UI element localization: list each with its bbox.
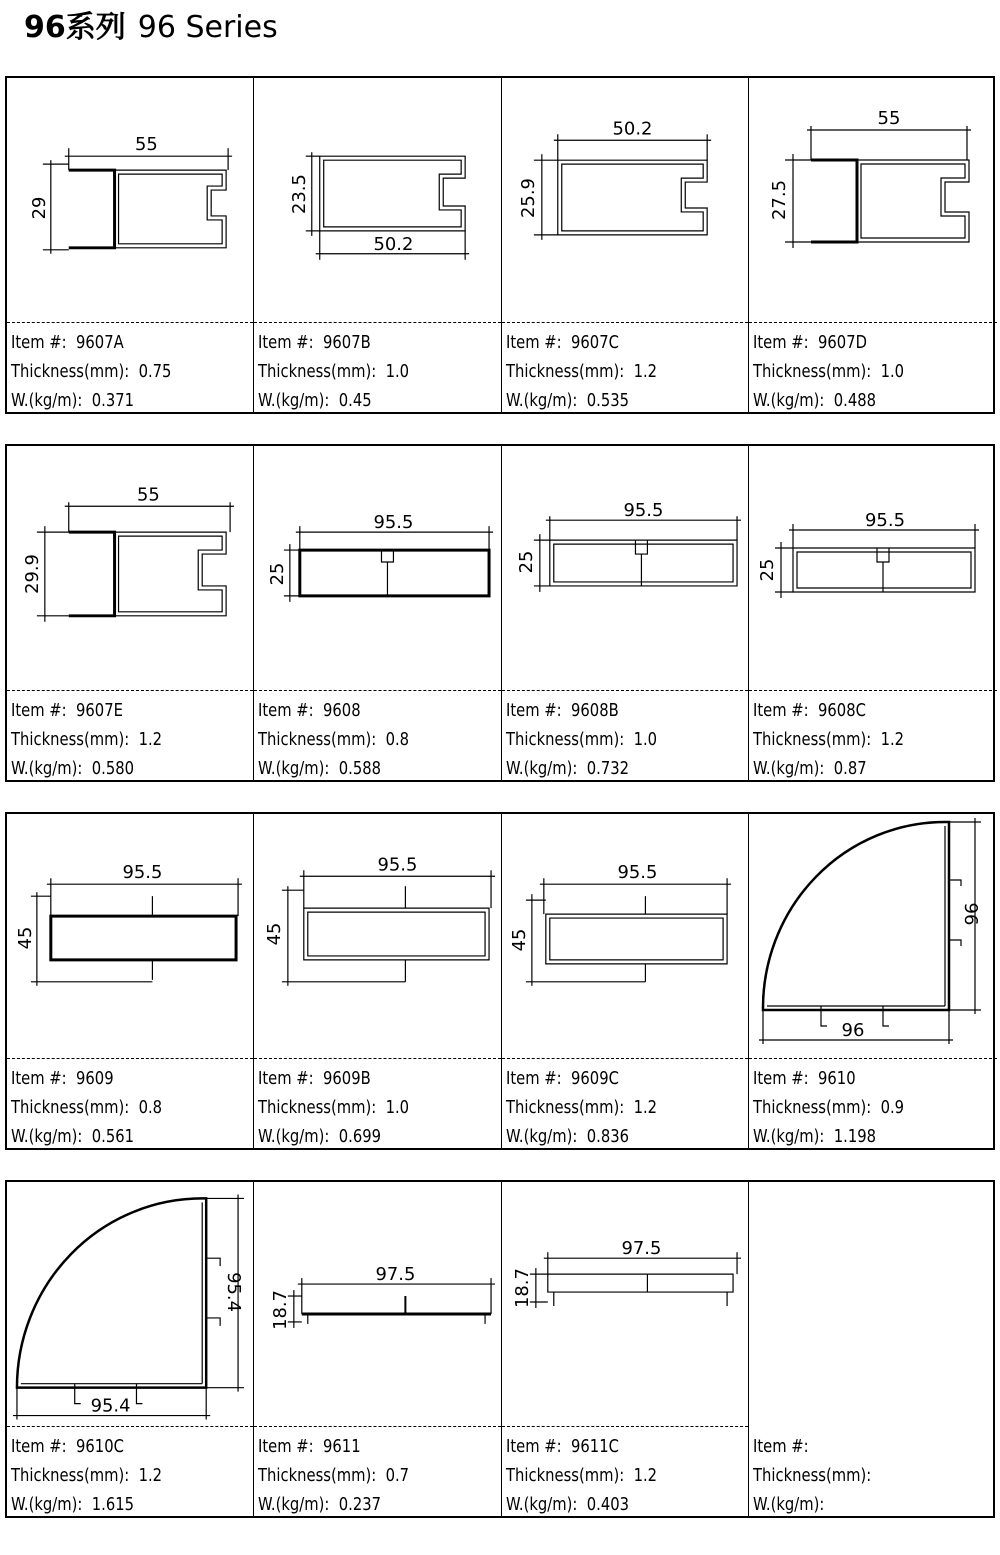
thickness-value: 1.2 [633,361,658,382]
profile-row-1 [5,76,995,414]
dim-width: 95.4 [90,1395,131,1417]
profile-drawing-9607E [7,446,253,691]
profile-info [753,328,904,412]
dim-height: 23.5 [288,174,310,214]
profile-card [502,814,749,1148]
dim-width: 95.5 [617,862,658,884]
thickness-value: 1.2 [138,729,163,750]
profile-drawing-9611C [502,1182,748,1427]
weight-value: 1.615 [91,1494,134,1515]
profile-card [502,78,749,412]
profile-info [506,1432,657,1516]
profile-row-3 [5,812,995,1150]
title-en: 96 Series [137,10,278,45]
profile-drawing-9611 [254,1182,501,1427]
thickness-label: Thickness(mm): [258,1097,377,1118]
thickness-label: Thickness(mm): [11,1465,130,1486]
dim-height: 95.4 [223,1272,245,1312]
thickness-value: 1.0 [880,361,905,382]
item-number: 9608C [818,700,866,721]
divider [7,1426,253,1427]
weight-value: 0.371 [91,390,134,411]
profile-drawing-9610C [7,1182,253,1427]
profile-info [753,1064,904,1148]
thickness-value: 1.2 [138,1465,163,1486]
profile-row-4 [5,1180,995,1518]
weight-value: 0.488 [833,390,876,411]
profile-drawing-9608B [502,446,748,691]
profile-card [254,446,502,780]
divider [502,322,748,323]
profile-card [502,1182,749,1516]
dim-height: 18.7 [511,1268,533,1309]
weight-value: 0.588 [338,758,381,779]
weight-label: W.(kg/m): [506,390,578,411]
weight-value: 0.87 [833,758,867,779]
divider [254,322,501,323]
item-number: 9607B [323,332,371,353]
item-number: 9610 [818,1068,856,1089]
profile-info [506,328,657,412]
weight-value: 0.580 [91,758,134,779]
profile-info [753,1432,876,1516]
profile-drawing-9609C [502,814,748,1059]
item-label: Item #: [506,332,562,353]
weight-label: W.(kg/m): [506,1126,578,1147]
weight-label: W.(kg/m): [753,758,825,779]
dim-height: 25 [757,558,778,582]
divider [254,690,501,691]
profile-info [11,1064,162,1148]
weight-value: 1.198 [833,1126,876,1147]
item-label: Item #: [753,1068,809,1089]
thickness-label: Thickness(mm): [11,729,130,750]
profile-drawing-9608 [254,446,501,691]
weight-value: 0.561 [91,1126,134,1147]
weight-value: 0.403 [586,1494,629,1515]
divider [749,322,997,323]
item-number: 9608 [323,700,361,721]
weight-label: W.(kg/m): [11,758,83,779]
profile-card [749,446,997,780]
profile-card [749,78,997,412]
item-label: Item #: [11,1436,67,1457]
dim-height: 27.5 [769,179,790,221]
weight-value: 0.237 [338,1494,381,1515]
weight-label: W.(kg/m): [11,1494,83,1515]
dim-width: 96 [841,1020,865,1041]
weight-value: 0.45 [338,390,372,411]
profile-info [753,696,904,780]
weight-value: 0.732 [586,758,629,779]
item-number: 9609C [571,1068,619,1089]
weight-label: W.(kg/m): [753,390,825,411]
divider [502,1058,748,1059]
dim-width: 55 [135,134,158,156]
dim-width: 97.5 [621,1238,662,1260]
profile-card [7,814,254,1148]
thickness-label: Thickness(mm): [11,1097,130,1118]
profile-info [258,1064,409,1148]
profile-drawing-9607A [7,78,253,323]
divider [749,690,997,691]
profile-info [506,696,657,780]
divider [502,690,748,691]
dim-width: 95.5 [122,862,163,884]
profile-drawing-9608C [749,446,997,691]
weight-label: W.(kg/m): [506,1494,578,1515]
thickness-value: 1.2 [633,1465,658,1486]
weight-label: W.(kg/m): [11,1126,83,1147]
dim-height: 25 [515,550,537,574]
thickness-label: Thickness(mm): [753,1097,872,1118]
dim-width: 50.2 [373,233,414,255]
item-number: 9608B [571,700,619,721]
weight-label: W.(kg/m): [11,390,83,411]
dim-height: 45 [508,928,530,952]
thickness-value: 1.2 [633,1097,658,1118]
weight-label: W.(kg/m): [258,1126,330,1147]
profile-card [254,78,502,412]
thickness-value: 1.0 [385,1097,410,1118]
item-number: 9611 [323,1436,361,1457]
item-number: 9607D [818,332,867,353]
weight-value: 0.535 [586,390,629,411]
thickness-label: Thickness(mm): [506,729,625,750]
page-title [24,2,278,46]
profile-card [254,1182,502,1516]
divider [7,690,253,691]
divider [254,1426,501,1427]
item-label: Item #: [11,332,67,353]
divider [502,1426,748,1427]
item-label: Item #: [506,1068,562,1089]
weight-value: 0.836 [586,1126,629,1147]
divider [254,1058,501,1059]
item-label: Item #: [506,1436,562,1457]
weight-label: W.(kg/m): [258,1494,330,1515]
dim-height: 45 [263,922,285,946]
dim-width: 95.5 [864,510,906,531]
thickness-label: Thickness(mm): [506,361,625,382]
thickness-label: Thickness(mm): [258,361,377,382]
item-label: Item #: [11,700,67,721]
dim-width: 95.5 [623,500,664,522]
profile-card [7,446,254,780]
profile-drawing-9610 [749,814,997,1059]
profile-drawing-9607D [749,78,997,323]
thickness-value: 1.2 [880,729,905,750]
thickness-value: 1.0 [633,729,658,750]
dim-height: 18.7 [269,1290,291,1330]
profile-card-empty [749,1182,997,1516]
dim-width: 55 [877,108,901,129]
profile-row-2 [5,444,995,782]
item-label: Item #: [258,1436,314,1457]
profile-card [7,1182,254,1516]
weight-label: W.(kg/m): [753,1126,825,1147]
item-number: 9611C [571,1436,619,1457]
divider [749,1058,997,1059]
weight-label: W.(kg/m): [258,390,330,411]
thickness-label: Thickness(mm): [753,1465,872,1486]
profile-drawing-9607B [254,78,501,323]
dim-width: 55 [137,484,160,506]
profile-card [254,814,502,1148]
profile-info [11,328,171,412]
thickness-value: 1.0 [385,361,410,382]
item-label: Item #: [753,1436,809,1457]
profile-info [11,696,162,780]
profile-card [7,78,254,412]
dim-height: 45 [14,926,36,950]
weight-label: W.(kg/m): [506,758,578,779]
item-number: 9609 [76,1068,114,1089]
thickness-value: 0.9 [880,1097,905,1118]
thickness-label: Thickness(mm): [753,361,872,382]
title-cn: 96系列 [24,10,126,45]
item-number: 9607A [76,332,124,353]
profile-info [258,1432,409,1516]
profile-drawing-9609B [254,814,501,1059]
dim-height: 25.9 [517,178,539,218]
item-label: Item #: [506,700,562,721]
profile-drawing-9607C [502,78,748,323]
dim-width: 95.5 [373,512,414,534]
profile-info [11,1432,162,1516]
item-number: 9607C [571,332,619,353]
profile-drawing-9609 [7,814,253,1059]
item-label: Item #: [753,332,809,353]
thickness-label: Thickness(mm): [11,361,130,382]
item-number: 9607E [76,700,123,721]
thickness-label: Thickness(mm): [753,729,872,750]
dim-height: 25 [266,562,288,586]
thickness-label: Thickness(mm): [506,1465,625,1486]
profile-info [506,1064,657,1148]
profile-info [258,328,409,412]
dim-height: 29 [28,196,50,220]
dim-height: 96 [960,902,981,926]
profile-card [749,814,997,1148]
thickness-value: 0.75 [138,361,172,382]
dim-width: 50.2 [612,118,653,140]
dim-height: 29.9 [21,554,43,594]
profile-info [258,696,409,780]
profile-card [502,446,749,780]
thickness-value: 0.8 [138,1097,163,1118]
weight-label: W.(kg/m): [753,1494,825,1515]
item-label: Item #: [753,700,809,721]
thickness-value: 0.8 [385,729,410,750]
item-number: 9610C [76,1436,124,1457]
divider [7,1058,253,1059]
item-label: Item #: [258,700,314,721]
thickness-value: 0.7 [385,1465,410,1486]
dim-width: 95.5 [377,854,418,876]
thickness-label: Thickness(mm): [258,729,377,750]
weight-label: W.(kg/m): [258,758,330,779]
thickness-label: Thickness(mm): [506,1097,625,1118]
weight-value: 0.699 [338,1126,381,1147]
item-label: Item #: [11,1068,67,1089]
item-label: Item #: [258,1068,314,1089]
item-number: 9609B [323,1068,371,1089]
item-label: Item #: [258,332,314,353]
divider [7,322,253,323]
thickness-label: Thickness(mm): [258,1465,377,1486]
dim-width: 97.5 [375,1264,416,1286]
